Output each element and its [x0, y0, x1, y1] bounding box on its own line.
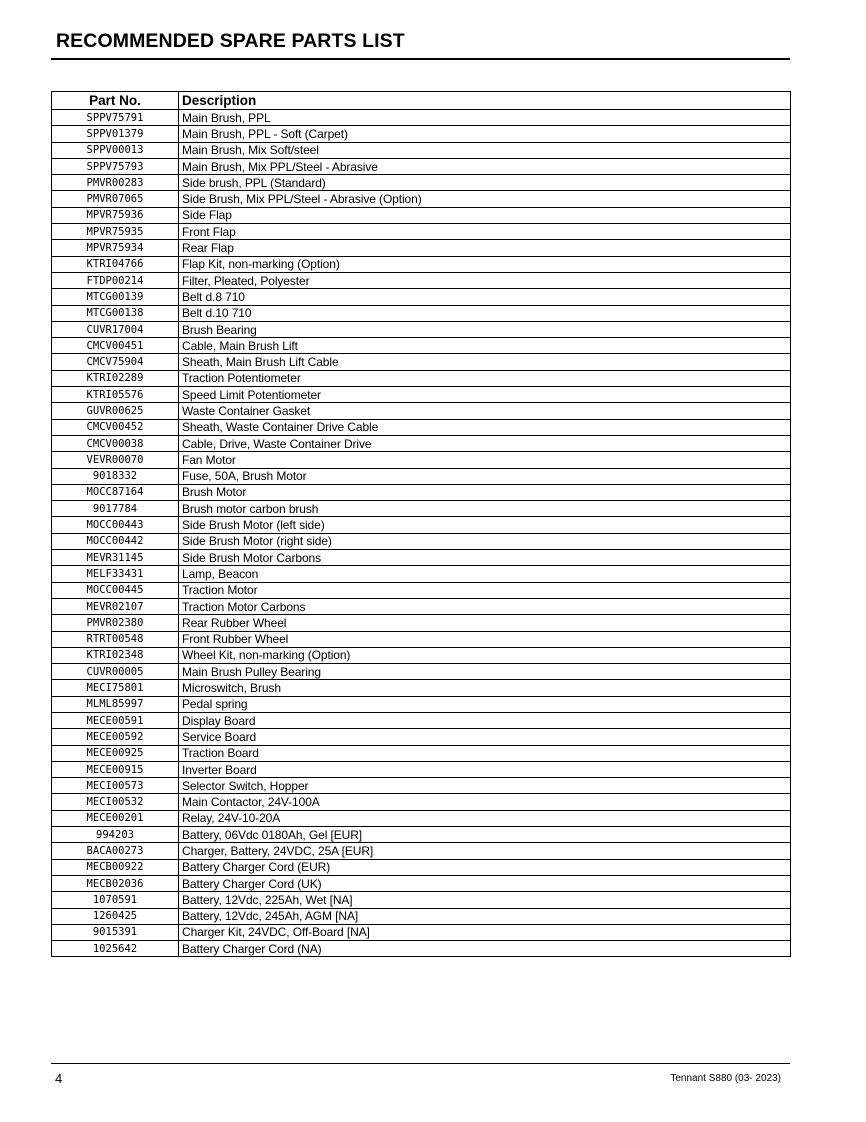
part-number-cell: MELF33431	[52, 566, 179, 582]
description-cell: Side Brush Motor (right side)	[179, 533, 791, 549]
description-cell: Main Brush Pulley Bearing	[179, 664, 791, 680]
table-row	[52, 550, 791, 566]
part-number-cell: MPVR75936	[52, 207, 179, 223]
table-row	[52, 484, 791, 500]
table-row	[52, 126, 791, 142]
description-cell: Brush motor carbon brush	[179, 501, 791, 517]
table-row	[52, 875, 791, 891]
title-divider	[51, 58, 790, 60]
part-number-cell: MECB02036	[52, 875, 179, 891]
description-cell: Filter, Pleated, Polyester	[179, 272, 791, 288]
table-row	[52, 435, 791, 451]
description-cell: Traction Potentiometer	[179, 370, 791, 386]
description-cell: Front Rubber Wheel	[179, 631, 791, 647]
part-number-cell: 9015391	[52, 924, 179, 940]
table-row	[52, 240, 791, 256]
part-number-cell: SPPV75791	[52, 110, 179, 126]
description-cell: Brush Motor	[179, 484, 791, 500]
table-row	[52, 321, 791, 337]
part-number-cell: MOCC00442	[52, 533, 179, 549]
description-cell: Side brush, PPL (Standard)	[179, 175, 791, 191]
description-cell: Battery Charger Cord (EUR)	[179, 859, 791, 875]
table-row	[52, 175, 791, 191]
part-number-cell: MECI75801	[52, 680, 179, 696]
description-cell: Belt d.8 710	[179, 289, 791, 305]
table-row	[52, 908, 791, 924]
table-row	[52, 745, 791, 761]
part-number-cell: MECI00573	[52, 778, 179, 794]
table-header-row	[52, 92, 791, 110]
description-cell: Main Brush, PPL - Soft (Carpet)	[179, 126, 791, 142]
table-row	[52, 403, 791, 419]
table-row	[52, 664, 791, 680]
part-number-cell: CUVR17004	[52, 321, 179, 337]
description-cell: Belt d.10 710	[179, 305, 791, 321]
part-number-cell: 994203	[52, 827, 179, 843]
part-number-cell: SPPV01379	[52, 126, 179, 142]
part-number-cell: MECE00591	[52, 712, 179, 728]
table-row	[52, 517, 791, 533]
description-cell: Traction Motor Carbons	[179, 598, 791, 614]
description-cell: Front Flap	[179, 224, 791, 240]
table-row	[52, 256, 791, 272]
part-number-cell: MLML85997	[52, 696, 179, 712]
description-cell: Microswitch, Brush	[179, 680, 791, 696]
table-row	[52, 272, 791, 288]
part-number-cell: SPPV75793	[52, 158, 179, 174]
description-cell: Lamp, Beacon	[179, 566, 791, 582]
description-cell: Main Brush, Mix PPL/Steel - Abrasive	[179, 158, 791, 174]
spare-parts-table	[51, 91, 791, 957]
table-row	[52, 224, 791, 240]
part-number-cell: CMCV00452	[52, 419, 179, 435]
page-number: 4	[55, 1071, 63, 1086]
description-cell: Fan Motor	[179, 452, 791, 468]
description-cell: Main Contactor, 24V-100A	[179, 794, 791, 810]
description-cell: Side Flap	[179, 207, 791, 223]
table-row	[52, 843, 791, 859]
part-number-cell: BACA00273	[52, 843, 179, 859]
part-number-cell: MEVR02107	[52, 598, 179, 614]
description-cell: Main Brush, Mix Soft/steel	[179, 142, 791, 158]
description-cell: Service Board	[179, 729, 791, 745]
part-number-cell: MPVR75935	[52, 224, 179, 240]
part-number-cell: MECE00915	[52, 761, 179, 777]
part-number-cell: KTRI04766	[52, 256, 179, 272]
part-number-cell: 9017784	[52, 501, 179, 517]
description-cell: Inverter Board	[179, 761, 791, 777]
description-cell: Flap Kit, non-marking (Option)	[179, 256, 791, 272]
table-row	[52, 598, 791, 614]
part-number-cell: 1260425	[52, 908, 179, 924]
table-row	[52, 387, 791, 403]
part-number-cell: MECI00532	[52, 794, 179, 810]
part-number-cell: 9018332	[52, 468, 179, 484]
part-number-cell: MTCG00139	[52, 289, 179, 305]
table-row	[52, 892, 791, 908]
table-row	[52, 354, 791, 370]
document-reference: Tennant S880 (03- 2023)	[670, 1073, 781, 1084]
part-number-cell: MOCC00445	[52, 582, 179, 598]
table-row	[52, 712, 791, 728]
description-cell: Waste Container Gasket	[179, 403, 791, 419]
table-row	[52, 289, 791, 305]
part-number-cell: MPVR75934	[52, 240, 179, 256]
part-number-cell: 1025642	[52, 941, 179, 957]
description-cell: Relay, 24V-10-20A	[179, 810, 791, 826]
table-row	[52, 941, 791, 957]
table-row	[52, 615, 791, 631]
footer-divider	[51, 1063, 790, 1064]
part-number-cell: 1070591	[52, 892, 179, 908]
description-cell: Display Board	[179, 712, 791, 728]
description-cell: Cable, Main Brush Lift	[179, 338, 791, 354]
part-number-cell: FTDP00214	[52, 272, 179, 288]
description-cell: Battery, 06Vdc 0180Ah, Gel [EUR]	[179, 827, 791, 843]
description-cell: Wheel Kit, non-marking (Option)	[179, 647, 791, 663]
description-cell: Battery, 12Vdc, 225Ah, Wet [NA]	[179, 892, 791, 908]
table-row	[52, 142, 791, 158]
description-cell: Side Brush Motor (left side)	[179, 517, 791, 533]
part-number-cell: MECE00925	[52, 745, 179, 761]
description-cell: Rear Flap	[179, 240, 791, 256]
part-number-cell: MECE00592	[52, 729, 179, 745]
table-row	[52, 419, 791, 435]
part-number-cell: CMCV00038	[52, 435, 179, 451]
table-row	[52, 338, 791, 354]
description-cell: Side Brush Motor Carbons	[179, 550, 791, 566]
part-number-cell: SPPV00013	[52, 142, 179, 158]
description-cell: Charger, Battery, 24VDC, 25A [EUR]	[179, 843, 791, 859]
part-number-cell: MECE00201	[52, 810, 179, 826]
description-cell: Cable, Drive, Waste Container Drive	[179, 435, 791, 451]
part-number-cell: KTRI02289	[52, 370, 179, 386]
part-number-cell: KTRI05576	[52, 387, 179, 403]
description-cell: Battery Charger Cord (UK)	[179, 875, 791, 891]
table-row	[52, 468, 791, 484]
table-row	[52, 370, 791, 386]
description-cell: Side Brush, Mix PPL/Steel - Abrasive (Option)	[179, 191, 791, 207]
description-cell: Speed Limit Potentiometer	[179, 387, 791, 403]
part-number-cell: KTRI02348	[52, 647, 179, 663]
table-row	[52, 110, 791, 126]
table-row	[52, 761, 791, 777]
description-cell: Fuse, 50A, Brush Motor	[179, 468, 791, 484]
table-row	[52, 729, 791, 745]
description-cell: Pedal spring	[179, 696, 791, 712]
table-row	[52, 452, 791, 468]
table-row	[52, 501, 791, 517]
page-title: RECOMMENDED SPARE PARTS LIST	[56, 30, 405, 52]
description-cell: Rear Rubber Wheel	[179, 615, 791, 631]
part-number-cell: MEVR31145	[52, 550, 179, 566]
description-cell: Traction Motor	[179, 582, 791, 598]
table-row	[52, 810, 791, 826]
description-cell: Sheath, Main Brush Lift Cable	[179, 354, 791, 370]
part-number-cell: MECB00922	[52, 859, 179, 875]
part-number-cell: MTCG00138	[52, 305, 179, 321]
description-header: Description	[179, 92, 791, 110]
spare-parts-rows	[52, 110, 791, 957]
description-cell: Charger Kit, 24VDC, Off-Board [NA]	[179, 924, 791, 940]
part-number-cell: MOCC87164	[52, 484, 179, 500]
part-number-cell: CMCV00451	[52, 338, 179, 354]
table-row	[52, 207, 791, 223]
part-number-header: Part No.	[52, 92, 179, 110]
table-row	[52, 191, 791, 207]
description-cell: Main Brush, PPL	[179, 110, 791, 126]
part-number-cell: CMCV75904	[52, 354, 179, 370]
table-row	[52, 582, 791, 598]
table-row	[52, 924, 791, 940]
table-row	[52, 696, 791, 712]
table-row	[52, 680, 791, 696]
table-row	[52, 533, 791, 549]
part-number-cell: PMVR02380	[52, 615, 179, 631]
description-cell: Battery, 12Vdc, 245Ah, AGM [NA]	[179, 908, 791, 924]
table-row	[52, 158, 791, 174]
description-cell: Battery Charger Cord (NA)	[179, 941, 791, 957]
table-row	[52, 566, 791, 582]
description-cell: Brush Bearing	[179, 321, 791, 337]
part-number-cell: VEVR00070	[52, 452, 179, 468]
table-row	[52, 859, 791, 875]
table-row	[52, 778, 791, 794]
part-number-cell: GUVR00625	[52, 403, 179, 419]
table-row	[52, 647, 791, 663]
table-row	[52, 631, 791, 647]
description-cell: Traction Board	[179, 745, 791, 761]
part-number-cell: PMVR07065	[52, 191, 179, 207]
description-cell: Selector Switch, Hopper	[179, 778, 791, 794]
part-number-cell: PMVR00283	[52, 175, 179, 191]
part-number-cell: MOCC00443	[52, 517, 179, 533]
table-row	[52, 305, 791, 321]
description-cell: Sheath, Waste Container Drive Cable	[179, 419, 791, 435]
table-row	[52, 827, 791, 843]
part-number-cell: RTRT00548	[52, 631, 179, 647]
table-row	[52, 794, 791, 810]
part-number-cell: CUVR00005	[52, 664, 179, 680]
